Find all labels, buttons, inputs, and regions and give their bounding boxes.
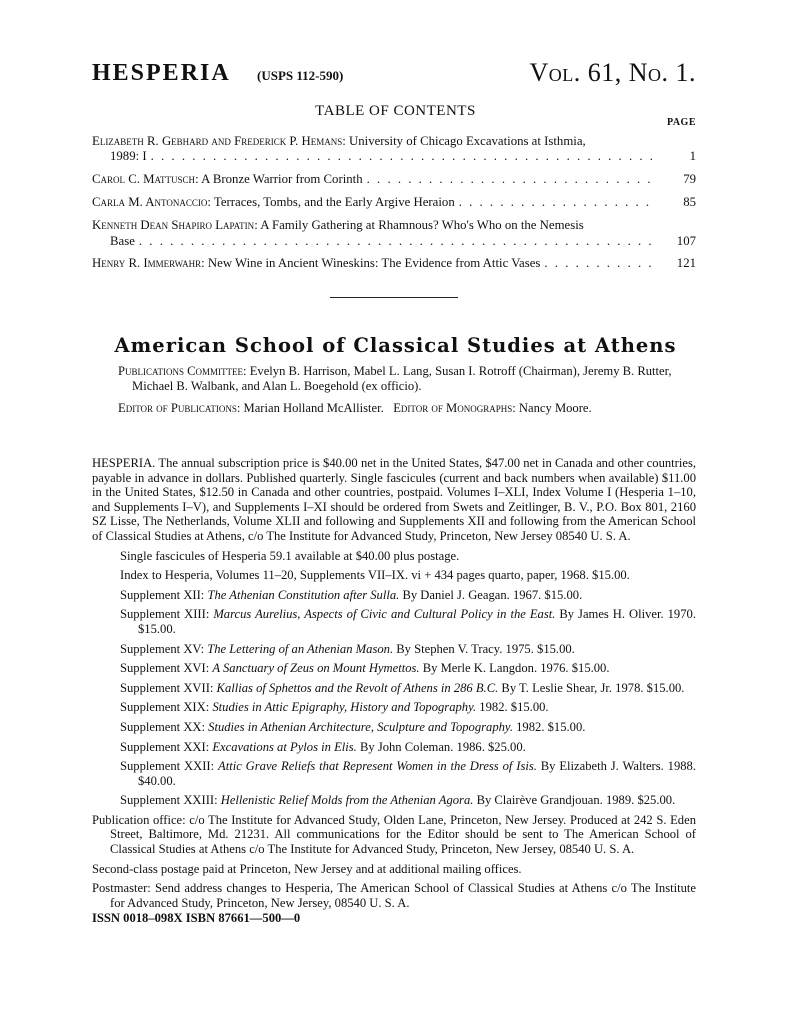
editor-mono-name: Nancy Moore. [518, 401, 592, 416]
committee-members: Evelyn B. Harrison, Mabel L. Lang, Susan I. Rotroff (Chairman), Jeremy B. Rutter, Michael B. Walbank, and Alan L. Boegehold (ex officio). [132, 364, 672, 394]
masthead [92, 58, 696, 94]
leader-dots [151, 149, 656, 164]
supplement-item [120, 740, 696, 755]
toc-entry: Carol C. Mattusch: A Bronze Warrior from Corinth . . . 79 [92, 172, 696, 187]
editors: Editor of Publications: Marian Holland McAllister. Editor of Monographs: Nancy Moore. [118, 401, 592, 416]
toc-article-title: New Wine in Ancient Wineskins: The Evidence from Attic Vases [207, 256, 541, 271]
toc-authors: Carol C. Mattusch [92, 172, 196, 187]
supplement-details: By John Coleman. 1986. $25.00. [359, 739, 526, 754]
supplement-item [120, 588, 696, 603]
leader-dots [367, 172, 656, 187]
postage-note: Second-class postage paid at Princeton, New Jersey and at additional mailing offices. [92, 861, 522, 876]
issn-isbn: ISSN 0018–098X ISBN 87661—500—0 [92, 911, 301, 926]
toc-entry: Kenneth Dean Shapiro Lapatin: A Family Gathering at Rhamnous? Who's Who on the Nemesis Base . . . 107 [92, 218, 696, 249]
toc-entry: Elizabeth R. Gebhard and Frederick P. Hemans: University of Chicago Excavations at Isthmia, 1989: I . . . 1 [92, 134, 696, 165]
school-name: American School of Classical Studies at Athens [114, 334, 677, 357]
toc-article-title-cont: Base [110, 233, 135, 248]
supplement-item [120, 607, 696, 636]
publications-committee: Publications Committee: Evelyn B. Harrison, Mabel L. Lang, Susan I. Rotroff (Chairman), Jeremy B. Rutter, Michael B. Walbank, and Alan L. Boegehold (ex officio). [118, 364, 672, 394]
toc-page-number: 121 [676, 256, 696, 271]
postmaster-note: Postmaster: Send address changes to Hesperia, The American School of Classical Studies at Athens c/o The Institute for Advanced Study, Princeton, New Jersey, 08540 U. S. A. [92, 881, 696, 910]
section-divider [330, 297, 458, 298]
supplement-details: By Clairève Grandjouan. 1989. $25.00. [476, 793, 676, 808]
supplement-details: 1982. $15.00. [516, 719, 586, 734]
toc-authors: Kenneth Dean Shapiro Lapatin [92, 218, 255, 233]
leader-dots [544, 256, 656, 271]
supplement-item [120, 720, 696, 735]
supplement-details: By Elizabeth J. Walters. 1988. $40.00. [138, 759, 696, 788]
supplement-label: Supplement XII: [120, 587, 205, 602]
supplement-details: 1982. $15.00. [479, 700, 549, 715]
editor-pub-label: Editor of Publications [118, 401, 237, 416]
supplement-item [120, 793, 696, 808]
toc-authors: Elizabeth R. Gebhard and Frederick P. Hemans [92, 134, 343, 148]
toc-article-title: A Family Gathering at Rhamnous? Who's Who on the Nemesis [260, 218, 584, 233]
index-note: Index to Hesperia, Volumes 11–20, Supplements VII–IX. vi + 434 pages quarto, paper, 1968. $15.00. [120, 568, 630, 583]
supplement-title: Studies in Attic Epigraphy, History and Topography. [212, 700, 477, 715]
leader-dots [139, 234, 656, 249]
supplement-details: By James H. Oliver. 1970. $15.00. [138, 607, 696, 636]
publication-info [92, 456, 696, 931]
toc-article-title: Terraces, Tombs, and the Early Argive Heraion [213, 195, 455, 210]
supplement-label: Supplement XVI: [120, 661, 210, 676]
supplement-label: Supplement XVII: [120, 680, 214, 695]
subscription-paragraph: HESPERIA. The annual subscription price is $40.00 net in the United States, $47.00 net in Canada and other countries, payable in advance in dollars. Published quarterly. Single fascicules (current and back numbers when available) $11.00 in the United States, $12.50 in Canada and other countries, postpaid. Volumes I–XLI, Index Volume I (Hesperia 1–10, and Supplements I–V), and Supplements I–XI should be ordered from Swets and Zeitlinger, B. V., P.O. Box 801, 2160 SZ Lisse, The Netherlands, Volume XLII and following and Supplements XII and following from the American School of Classical Studies at Athens, c/o The Institute for Advanced Study, Princeton, New Jersey 08540 U. S. A. [92, 456, 696, 543]
publication-office: Publication office: c/o The Institute for Advanced Study, Olden Lane, Princeton, New Jersey. Produced at 242 S. Eden Street, Baltimore, Md. 21231. All communications for the Editor should be sent to The American School of Classical Studies at Athens c/o The Institute for Advanced Study, Princeton, New Jersey, 08540 U. S. A. [92, 812, 696, 857]
supplement-title: Hellenistic Relief Molds from the Athenian Agora. [220, 793, 474, 808]
toc-title: TABLE OF CONTENTS [315, 103, 476, 119]
supplement-title: Marcus Aurelius, Aspects of Civic and Cultural Policy in the East. [213, 607, 556, 622]
toc-page-number: 79 [683, 172, 696, 187]
toc-page-number: 1 [689, 149, 696, 164]
toc-authors: Henry R. Immerwahr [92, 256, 202, 271]
supplement-item [120, 642, 696, 657]
supplement-title: Kallias of Sphettos and the Revolt of Athens in 286 B.C. [216, 680, 499, 695]
supplement-label: Supplement XX: [120, 719, 206, 734]
usps-number: (USPS 112-590) [257, 68, 344, 83]
supplement-title: Excavations at Pylos in Elis. [212, 739, 357, 754]
toc-authors: Carla M. Antonaccio [92, 195, 208, 210]
supplement-label: Supplement XXI: [120, 739, 210, 754]
toc-entry: Henry R. Immerwahr: New Wine in Ancient Wineskins: The Evidence from Attic Vases . . . 121 [92, 256, 696, 271]
supplement-label: Supplement XV: [120, 641, 205, 656]
supplement-title: The Athenian Constitution after Sulla. [207, 587, 400, 602]
toc-entry: Carla M. Antonaccio: Terraces, Tombs, and the Early Argive Heraion . . . 85 [92, 195, 696, 210]
supplement-item [120, 700, 696, 715]
supplement-label: Supplement XXII: [120, 759, 215, 774]
supplement-details: By T. Leslie Shear, Jr. 1978. $15.00. [501, 680, 685, 695]
table-of-contents [92, 134, 696, 279]
supplement-title: Studies in Athenian Architecture, Sculpture and Topography. [208, 719, 513, 734]
supplement-title: Attic Grave Reliefs that Represent Women in the Dress of Isis. [218, 759, 537, 774]
supplement-item [120, 661, 696, 676]
toc-article-title: University of Chicago Excavations at Isthmia, [349, 134, 586, 148]
editor-pub-name: Marian Holland McAllister. [243, 401, 384, 416]
toc-article-title-cont: 1989: I [110, 149, 147, 164]
committee-block [118, 364, 696, 424]
committee-label: Publications Committee [118, 364, 244, 378]
supplement-details: By Stephen V. Tracy. 1975. $15.00. [396, 641, 575, 656]
toc-page-header: PAGE [666, 117, 696, 128]
toc-article-title: A Bronze Warrior from Corinth [201, 172, 363, 187]
editor-mono-label: Editor of Monographs [393, 401, 513, 416]
leader-dots [459, 195, 656, 210]
toc-page-number: 107 [676, 233, 696, 248]
supplement-title: The Lettering of an Athenian Mason. [207, 641, 394, 656]
supplement-label: Supplement XIII: [120, 607, 210, 622]
toc-page-number: 85 [683, 195, 696, 210]
journal-title: HESPERIA [92, 60, 231, 86]
supplement-item [120, 681, 696, 696]
supplement-details: By Daniel J. Geagan. 1967. $15.00. [402, 587, 583, 602]
supplement-title: A Sanctuary of Zeus on Mount Hymettos. [212, 661, 420, 676]
supplement-label: Supplement XXIII: [120, 793, 218, 808]
supplement-item [120, 759, 696, 788]
volume-number: Vol. 61, No. 1. [529, 58, 696, 87]
supplement-details: By Merle K. Langdon. 1976. $15.00. [422, 661, 610, 676]
supplement-label: Supplement XIX: [120, 700, 210, 715]
single-fascicules: Single fascicules of Hesperia 59.1 available at $40.00 plus postage. [120, 548, 460, 563]
